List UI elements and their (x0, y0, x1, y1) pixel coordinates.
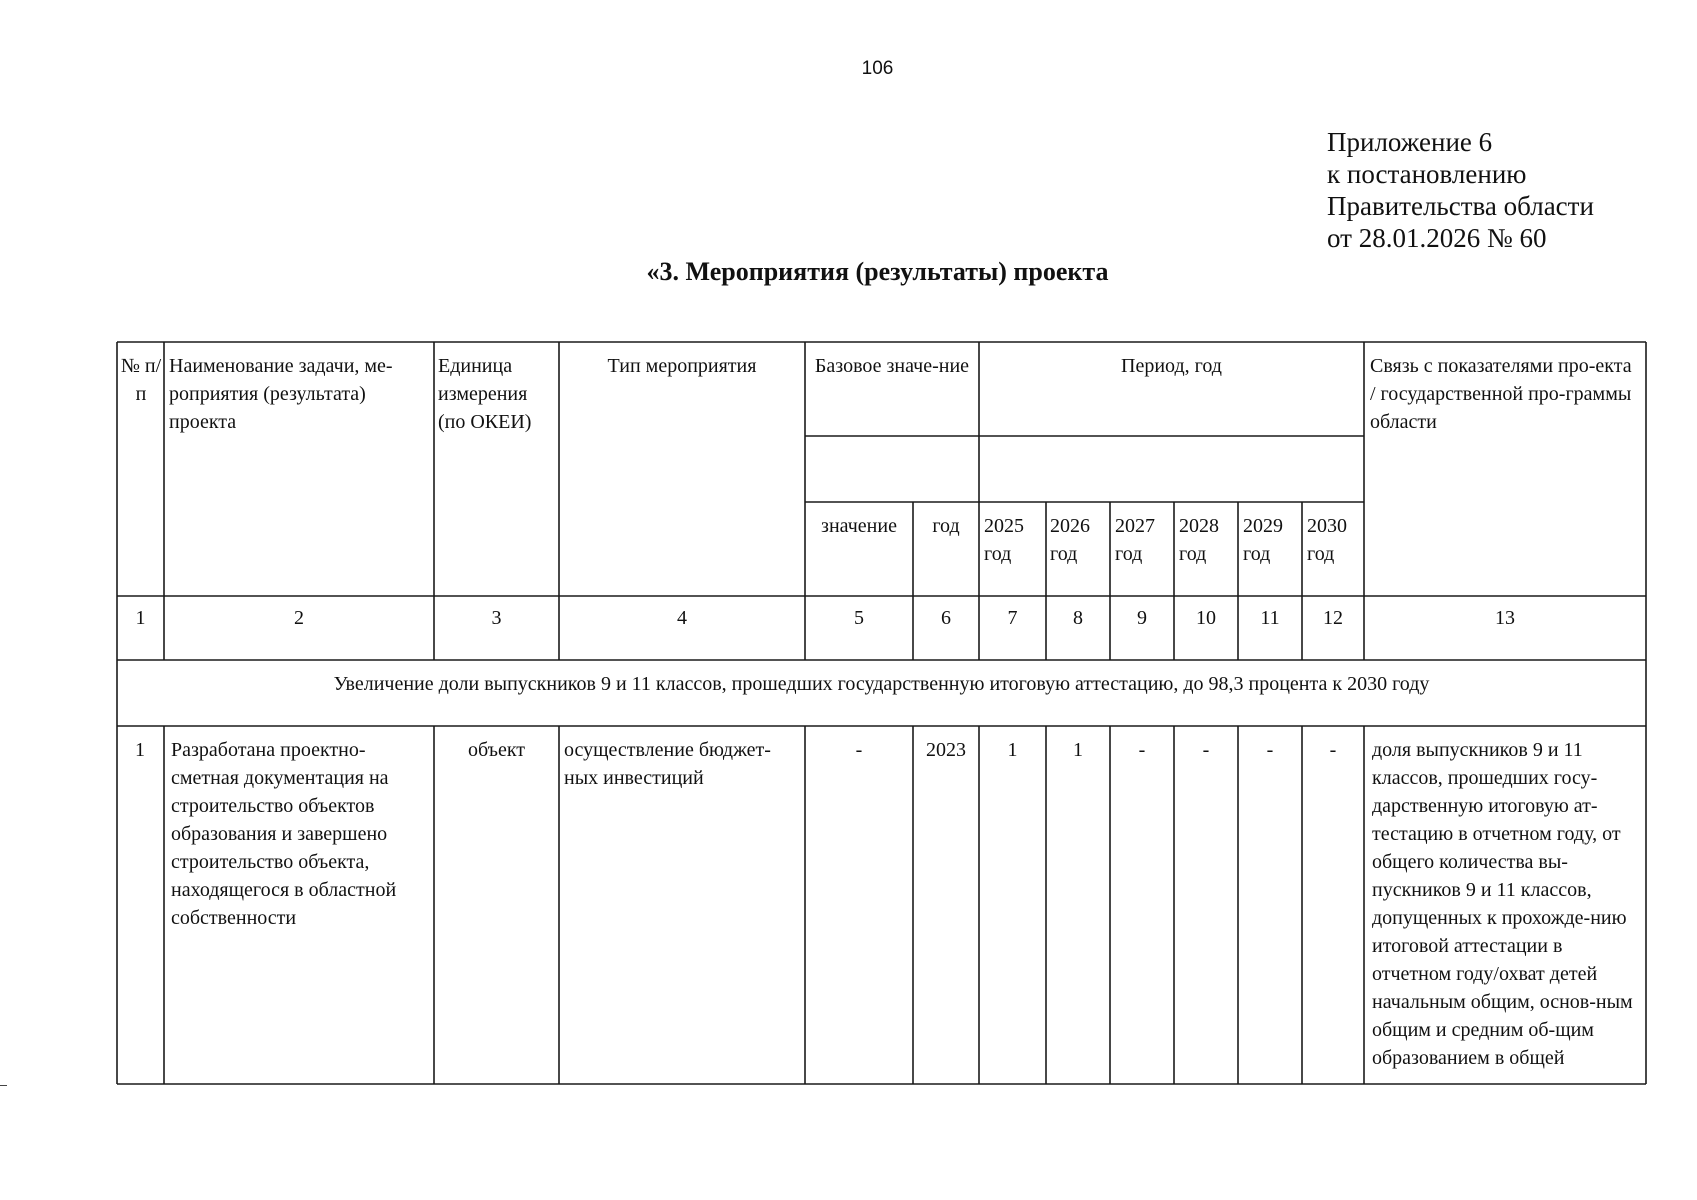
header-period: Период, год (1121, 355, 1222, 377)
header-year: 2025 год (984, 515, 1024, 565)
header-name: Наименование задачи, ме-роприятия (результата) проекта (169, 355, 393, 433)
column-number: 10 (1196, 607, 1216, 629)
column-number: 13 (1495, 607, 1515, 629)
row-link: доля выпускников 9 и 11 классов, прошедших госу-дарственную итоговую ат-тестацию в отчетном году, от общего количества вы-пускников 9 и 11 классов, допущенных к прохожде-нию итоговой аттестации в отчетном году/охват детей начальным общим, основ-ным общим и средним об-щим образованием в общей (1372, 739, 1633, 1069)
appendix-line: от 28.01.2026 № 60 (1327, 223, 1547, 253)
column-number: 7 (1007, 607, 1018, 629)
column-number: 8 (1073, 607, 1083, 629)
header-year: 2028 год (1179, 515, 1219, 565)
row-year-value: 1 (1007, 739, 1018, 761)
column-number: 2 (294, 607, 304, 629)
row-type: осуществление бюджет-ных инвестиций (564, 739, 771, 789)
header-unit: Единица измерения (по ОКЕИ) (438, 355, 532, 433)
row-name: Разработана проектно-сметная документация на строительство объектов образования и завершено строительство объекта, находящегося в областной собственности (171, 739, 397, 929)
header-base-value: значение (821, 515, 897, 537)
row-year-value: - (1138, 739, 1146, 761)
section-heading: Увеличение доли выпускников 9 и 11 классов, прошедших государственную итоговую аттестацию, до 98,3 процента к 2030 году (333, 673, 1430, 695)
appendix-line: Правительства области (1327, 191, 1594, 221)
column-number: 5 (854, 607, 864, 629)
header-year: 2029 год (1243, 515, 1283, 565)
row-year-value: - (1202, 739, 1210, 761)
row-year-value: - (1329, 739, 1337, 761)
row-base-value: - (855, 739, 863, 761)
header-year: 2030 год (1307, 515, 1347, 565)
header-year: 2027 год (1115, 515, 1155, 565)
column-number: 12 (1323, 607, 1343, 629)
header-type: Тип мероприятия (607, 355, 757, 377)
column-number: 11 (1260, 607, 1280, 629)
header-base: Базовое значе-ние (814, 355, 970, 377)
row-unit: объект (467, 739, 526, 761)
column-number: 9 (1137, 607, 1147, 629)
appendix-line: Приложение 6 (1327, 127, 1493, 157)
column-number: 4 (677, 607, 687, 629)
row-year-value: 1 (1073, 739, 1083, 761)
header-number: № п/п (120, 355, 162, 405)
column-number: 6 (941, 607, 951, 629)
appendix-line: к постановлению (1327, 159, 1527, 189)
header-year: 2026 год (1050, 515, 1090, 565)
document-title: «3. Мероприятия (результаты) проекта (646, 257, 1109, 286)
row-base-year: 2023 (926, 739, 966, 761)
column-number: 1 (135, 607, 146, 629)
row-year-value: - (1266, 739, 1274, 761)
header-link: Связь с показателями про-екта / государственной про-граммы области (1370, 355, 1632, 433)
column-number: 3 (491, 607, 502, 629)
page-number: 106 (861, 58, 894, 79)
row-number: 1 (135, 739, 145, 761)
header-base-year: год (932, 515, 960, 537)
scan-edge-mark (0, 1085, 7, 1086)
